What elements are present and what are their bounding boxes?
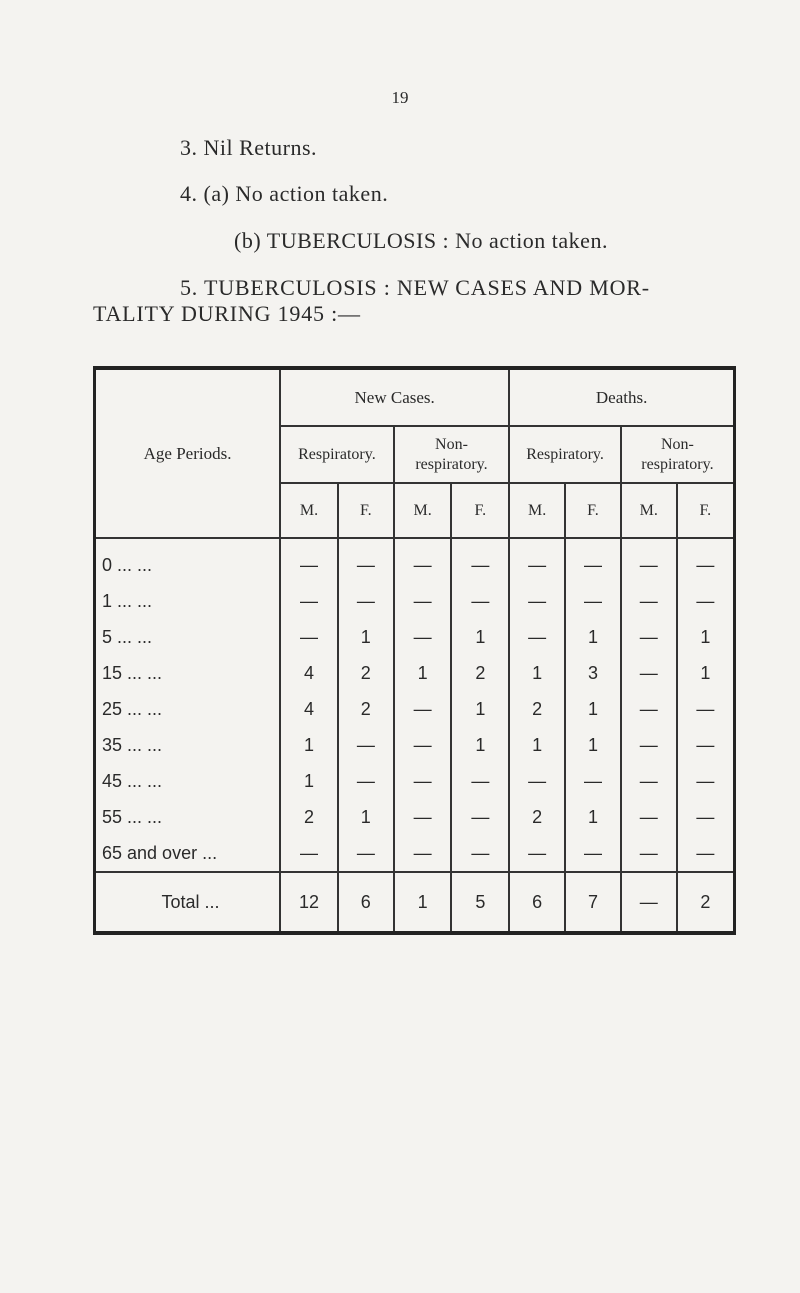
total-row [95, 872, 735, 933]
item-4a-no-action: 4. (a) No action taken. [180, 181, 389, 206]
item-4b-tuberculosis: (b) TUBERCULOSIS : No action taken. [234, 228, 608, 253]
value-cell: 7 [565, 872, 621, 933]
value-cell: 2 [509, 691, 565, 727]
value-cell: — [565, 583, 621, 619]
value-cell: 4 [280, 655, 338, 691]
age-period-cell: 5 ... ... [102, 626, 153, 647]
tuberculosis-table-container [93, 366, 736, 935]
tuberculosis-table [93, 366, 736, 935]
value-cell: 1 [280, 727, 338, 763]
table-row [95, 619, 735, 655]
value-cell: 12 [280, 872, 338, 933]
male-header: M. [621, 483, 677, 538]
value-cell: — [280, 835, 338, 872]
table-row [95, 727, 735, 763]
table-row [95, 583, 735, 619]
value-cell: 2 [338, 655, 394, 691]
value-cell: 3 [565, 655, 621, 691]
value-cell: — [509, 619, 565, 655]
value-cell: — [677, 763, 735, 799]
value-cell: 2 [280, 799, 338, 835]
new-nonrespiratory-header [394, 426, 510, 483]
value-cell: — [621, 799, 677, 835]
male-header: M. [280, 483, 338, 538]
value-cell: 1 [565, 691, 621, 727]
item-3-nil-returns: 3. Nil Returns. [180, 135, 318, 160]
female-header: F. [338, 483, 394, 538]
value-cell: — [338, 727, 394, 763]
value-cell: — [451, 763, 509, 799]
page-number: 19 [391, 88, 409, 107]
value-cell: — [451, 583, 509, 619]
age-period-cell: 0 ... ... [102, 554, 153, 575]
value-cell: — [621, 655, 677, 691]
value-cell: 2 [338, 691, 394, 727]
nonresp-line2: respiratory. [641, 455, 714, 473]
new-cases-header: New Cases. [280, 368, 509, 426]
value-cell: — [394, 799, 452, 835]
table-row [95, 538, 735, 583]
value-cell: — [621, 763, 677, 799]
table-row [95, 655, 735, 691]
age-period-cell: 65 and over ... [102, 842, 218, 863]
value-cell: 1 [565, 727, 621, 763]
age-period-cell: 45 ... ... [102, 770, 163, 791]
female-header: F. [451, 483, 509, 538]
value-cell: — [394, 538, 452, 583]
value-cell: — [677, 538, 735, 583]
item-5-heading-line2: TALITY DURING 1945 :— [93, 301, 361, 326]
value-cell: — [677, 799, 735, 835]
value-cell: — [621, 619, 677, 655]
value-cell: — [394, 727, 452, 763]
value-cell: — [565, 763, 621, 799]
value-cell: — [621, 538, 677, 583]
value-cell: 6 [338, 872, 394, 933]
value-cell: — [621, 583, 677, 619]
value-cell: 1 [394, 655, 452, 691]
value-cell: 1 [565, 799, 621, 835]
header-row-groups [95, 368, 735, 426]
value-cell: — [509, 583, 565, 619]
value-cell: — [394, 763, 452, 799]
value-cell: 2 [509, 799, 565, 835]
value-cell: — [621, 691, 677, 727]
value-cell: — [338, 538, 394, 583]
table-row [95, 763, 735, 799]
value-cell: 1 [509, 655, 565, 691]
value-cell: 2 [677, 872, 735, 933]
age-period-cell: 15 ... ... [102, 662, 163, 683]
value-cell: 5 [451, 872, 509, 933]
male-header: M. [509, 483, 565, 538]
value-cell: — [394, 619, 452, 655]
nonresp-line2: respiratory. [415, 455, 488, 473]
table-body [95, 538, 735, 933]
value-cell: — [565, 835, 621, 872]
value-cell: 1 [565, 619, 621, 655]
deaths-respiratory-header: Respiratory. [509, 426, 621, 483]
value-cell: 6 [509, 872, 565, 933]
value-cell: — [394, 583, 452, 619]
nonresp-line1: Non- [660, 435, 694, 453]
table-row [95, 835, 735, 872]
value-cell: 1 [451, 727, 509, 763]
age-periods-header: Age Periods. [95, 368, 281, 538]
female-header: F. [677, 483, 735, 538]
value-cell: 1 [677, 655, 735, 691]
deaths-nonrespiratory-header [621, 426, 735, 483]
value-cell: — [565, 538, 621, 583]
value-cell: 1 [509, 727, 565, 763]
value-cell: — [280, 619, 338, 655]
table-row [95, 691, 735, 727]
value-cell: — [621, 835, 677, 872]
male-header: M. [394, 483, 452, 538]
value-cell: 1 [451, 619, 509, 655]
value-cell: 2 [451, 655, 509, 691]
value-cell: — [677, 583, 735, 619]
value-cell: — [338, 583, 394, 619]
value-cell: — [280, 538, 338, 583]
value-cell: — [621, 872, 677, 933]
nonresp-line1: Non- [435, 435, 468, 453]
value-cell: — [677, 835, 735, 872]
value-cell: — [451, 835, 509, 872]
value-cell: — [621, 727, 677, 763]
age-period-cell: 25 ... ... [102, 698, 163, 719]
value-cell: — [509, 835, 565, 872]
age-period-cell: 1 ... ... [102, 590, 153, 611]
value-cell: — [677, 727, 735, 763]
new-respiratory-header: Respiratory. [280, 426, 394, 483]
value-cell: 1 [338, 619, 394, 655]
female-header: F. [565, 483, 621, 538]
value-cell: — [394, 691, 452, 727]
value-cell: — [509, 538, 565, 583]
age-period-cell: 35 ... ... [102, 734, 163, 755]
deaths-header: Deaths. [509, 368, 734, 426]
value-cell: — [509, 763, 565, 799]
value-cell: — [451, 538, 509, 583]
value-cell: — [280, 583, 338, 619]
value-cell: — [677, 691, 735, 727]
age-period-cell: 55 ... ... [102, 806, 163, 827]
value-cell: 4 [280, 691, 338, 727]
value-cell: — [451, 799, 509, 835]
value-cell: 1 [394, 872, 452, 933]
value-cell: — [338, 835, 394, 872]
age-period-cell: Total ... [95, 872, 281, 933]
value-cell: 1 [677, 619, 735, 655]
value-cell: 1 [338, 799, 394, 835]
value-cell: 1 [451, 691, 509, 727]
item-5-heading-line1: 5. TUBERCULOSIS : NEW CASES AND MOR- [180, 275, 650, 300]
value-cell: 1 [280, 763, 338, 799]
value-cell: — [338, 763, 394, 799]
table-row [95, 799, 735, 835]
value-cell: — [394, 835, 452, 872]
